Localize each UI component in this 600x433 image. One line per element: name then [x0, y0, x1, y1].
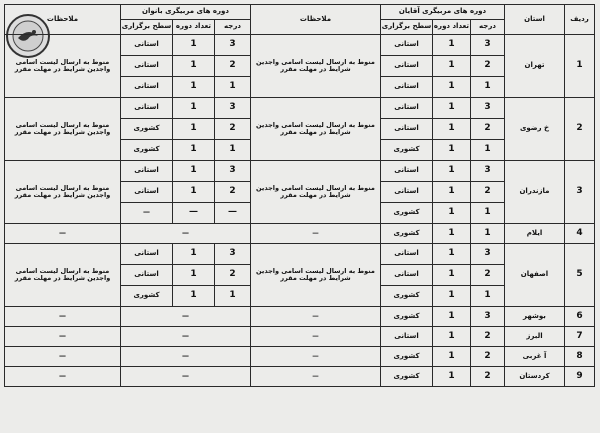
men-count: 1 [433, 265, 471, 286]
women-count: 1 [173, 161, 215, 182]
men-note: — [251, 327, 381, 347]
men-note: — [251, 367, 381, 387]
women-note: — [5, 307, 121, 327]
women-level: کشوری [121, 140, 173, 161]
men-grade: 3 [471, 307, 505, 327]
women-grade: 3 [215, 98, 251, 119]
men-count: 1 [433, 140, 471, 161]
women-level: استانی [121, 265, 173, 286]
men-note: — [251, 347, 381, 367]
row-number: 3 [565, 161, 595, 224]
men-level: کشوری [381, 140, 433, 161]
women-level: کشوری [121, 286, 173, 307]
province-name: البرز [505, 327, 565, 347]
table-row [5, 161, 595, 182]
men-grade: 1 [471, 203, 505, 224]
men-grade: 2 [471, 56, 505, 77]
women-grade: 2 [215, 265, 251, 286]
province-name: بوشهر [505, 307, 565, 327]
row-number: 4 [565, 224, 595, 244]
men-note: — [251, 307, 381, 327]
men-level: استانی [381, 182, 433, 203]
coaching-courses-table [4, 4, 595, 387]
table-row [5, 35, 595, 56]
women-note: منوط به ارسال لیست اسامی واجدین شرایط در مهلت مقرر [5, 98, 121, 161]
men-level: استانی [381, 56, 433, 77]
men-grade: 3 [471, 244, 505, 265]
women-count: 1 [173, 265, 215, 286]
women-note: — [5, 367, 121, 387]
men-level: استانی [381, 265, 433, 286]
women-grade: 3 [215, 35, 251, 56]
table-body [5, 35, 595, 387]
men-level: کشوری [381, 203, 433, 224]
men-level: استانی [381, 98, 433, 119]
men-count: 1 [433, 307, 471, 327]
women-note: — [5, 327, 121, 347]
men-grade: 2 [471, 367, 505, 387]
women-count: 1 [173, 140, 215, 161]
women-grade: 2 [215, 182, 251, 203]
men-count: 1 [433, 327, 471, 347]
women-count: 1 [173, 98, 215, 119]
row-number: 5 [565, 244, 595, 307]
men-level: کشوری [381, 307, 433, 327]
header-men-count: تعداد دوره [433, 20, 471, 35]
table-row [5, 347, 595, 367]
province-name: خ رضوی [505, 98, 565, 161]
row-number: 7 [565, 327, 595, 347]
table-row [5, 307, 595, 327]
men-level: استانی [381, 244, 433, 265]
header-men-level: سطح برگزاری [381, 20, 433, 35]
table-row [5, 367, 595, 387]
table-row [5, 244, 595, 265]
men-count: 1 [433, 182, 471, 203]
men-note: منوط به ارسال لیست اسامی واجدین شرایط در مهلت مقرر [251, 98, 381, 161]
men-count: 1 [433, 244, 471, 265]
header-men-notes: ملاحظات [251, 5, 381, 35]
men-grade: 1 [471, 140, 505, 161]
men-level: کشوری [381, 367, 433, 387]
men-note: منوط به ارسال لیست اسامی واجدین شرایط در مهلت مقرر [251, 161, 381, 224]
row-number: 6 [565, 307, 595, 327]
women-level: استانی [121, 244, 173, 265]
men-grade: 1 [471, 286, 505, 307]
men-grade: 1 [471, 224, 505, 244]
women-count: 1 [173, 182, 215, 203]
header-women-grade: درجه [215, 20, 251, 35]
men-count: 1 [433, 203, 471, 224]
women-level: استانی [121, 35, 173, 56]
row-number: 9 [565, 367, 595, 387]
men-level: استانی [381, 35, 433, 56]
women-grade: 3 [215, 161, 251, 182]
men-level: استانی [381, 77, 433, 98]
women-level: استانی [121, 98, 173, 119]
header-men-grade: درجه [471, 20, 505, 35]
men-grade: 3 [471, 98, 505, 119]
table-row [5, 98, 595, 119]
men-count: 1 [433, 98, 471, 119]
table-row [5, 327, 595, 347]
men-count: 1 [433, 161, 471, 182]
header-women-level: سطح برگزاری [121, 20, 173, 35]
row-number: 1 [565, 35, 595, 98]
men-grade: 2 [471, 327, 505, 347]
header-women-count: تعداد دوره [173, 20, 215, 35]
women-grade: 2 [215, 119, 251, 140]
women-count: — [173, 203, 215, 224]
header-row-num: ردیف [565, 5, 595, 35]
women-note: منوط به ارسال لیست اسامی واجدین شرایط در مهلت مقرر [5, 244, 121, 307]
women-grade: 2 [215, 56, 251, 77]
women-count: 1 [173, 286, 215, 307]
men-count: 1 [433, 77, 471, 98]
men-grade: 3 [471, 161, 505, 182]
women-grade: 1 [215, 77, 251, 98]
men-count: 1 [433, 286, 471, 307]
province-name: تهران [505, 35, 565, 98]
men-level: کشوری [381, 224, 433, 244]
men-level: کشوری [381, 286, 433, 307]
women-grade: 1 [215, 140, 251, 161]
men-note: منوط به ارسال لیست اسامی واجدین شرایط در مهلت مقرر [251, 244, 381, 307]
women-grade: — [215, 203, 251, 224]
men-count: 1 [433, 119, 471, 140]
women-count: 1 [173, 244, 215, 265]
men-grade: 2 [471, 119, 505, 140]
women-courses-empty: — [121, 327, 251, 347]
row-number: 2 [565, 98, 595, 161]
women-grade: 1 [215, 286, 251, 307]
men-level: کشوری [381, 347, 433, 367]
province-name: اصفهان [505, 244, 565, 307]
header-men-courses: دوره های مربیگری آقایان [381, 5, 505, 20]
women-count: 1 [173, 77, 215, 98]
women-note: منوط به ارسال لیست اسامی واجدین شرایط در مهلت مقرر [5, 35, 121, 98]
women-courses-empty: — [121, 307, 251, 327]
men-grade: 2 [471, 265, 505, 286]
men-count: 1 [433, 347, 471, 367]
men-grade: 3 [471, 35, 505, 56]
men-grade: 1 [471, 77, 505, 98]
women-count: 1 [173, 56, 215, 77]
women-note: منوط به ارسال لیست اسامی واجدین شرایط در مهلت مقرر [5, 161, 121, 224]
province-name: کردستان [505, 367, 565, 387]
men-grade: 2 [471, 182, 505, 203]
province-name: مازندران [505, 161, 565, 224]
men-level: استانی [381, 161, 433, 182]
header-women-courses: دوره های مربیگری بانوان [121, 5, 251, 20]
women-count: 1 [173, 35, 215, 56]
men-grade: 2 [471, 347, 505, 367]
women-note: — [5, 347, 121, 367]
women-level: استانی [121, 77, 173, 98]
table-row [5, 224, 595, 244]
men-level: استانی [381, 119, 433, 140]
women-count: 1 [173, 119, 215, 140]
men-count: 1 [433, 367, 471, 387]
province-name: ایلام [505, 224, 565, 244]
men-count: 1 [433, 35, 471, 56]
men-level: استانی [381, 327, 433, 347]
women-courses-empty: — [121, 367, 251, 387]
men-note: — [251, 224, 381, 244]
women-grade: 3 [215, 244, 251, 265]
row-number: 8 [565, 347, 595, 367]
women-level: — [121, 203, 173, 224]
women-level: استانی [121, 56, 173, 77]
header-province: استان [505, 5, 565, 35]
men-count: 1 [433, 224, 471, 244]
women-note: — [5, 224, 121, 244]
province-name: آ غربی [505, 347, 565, 367]
women-courses-empty: — [121, 224, 251, 244]
women-level: استانی [121, 161, 173, 182]
women-level: استانی [121, 182, 173, 203]
men-count: 1 [433, 56, 471, 77]
header-women-notes: ملاحظات [5, 5, 121, 35]
women-courses-empty: — [121, 347, 251, 367]
women-level: کشوری [121, 119, 173, 140]
men-note: منوط به ارسال لیست اسامی واجدین شرایط در مهلت مقرر [251, 35, 381, 98]
